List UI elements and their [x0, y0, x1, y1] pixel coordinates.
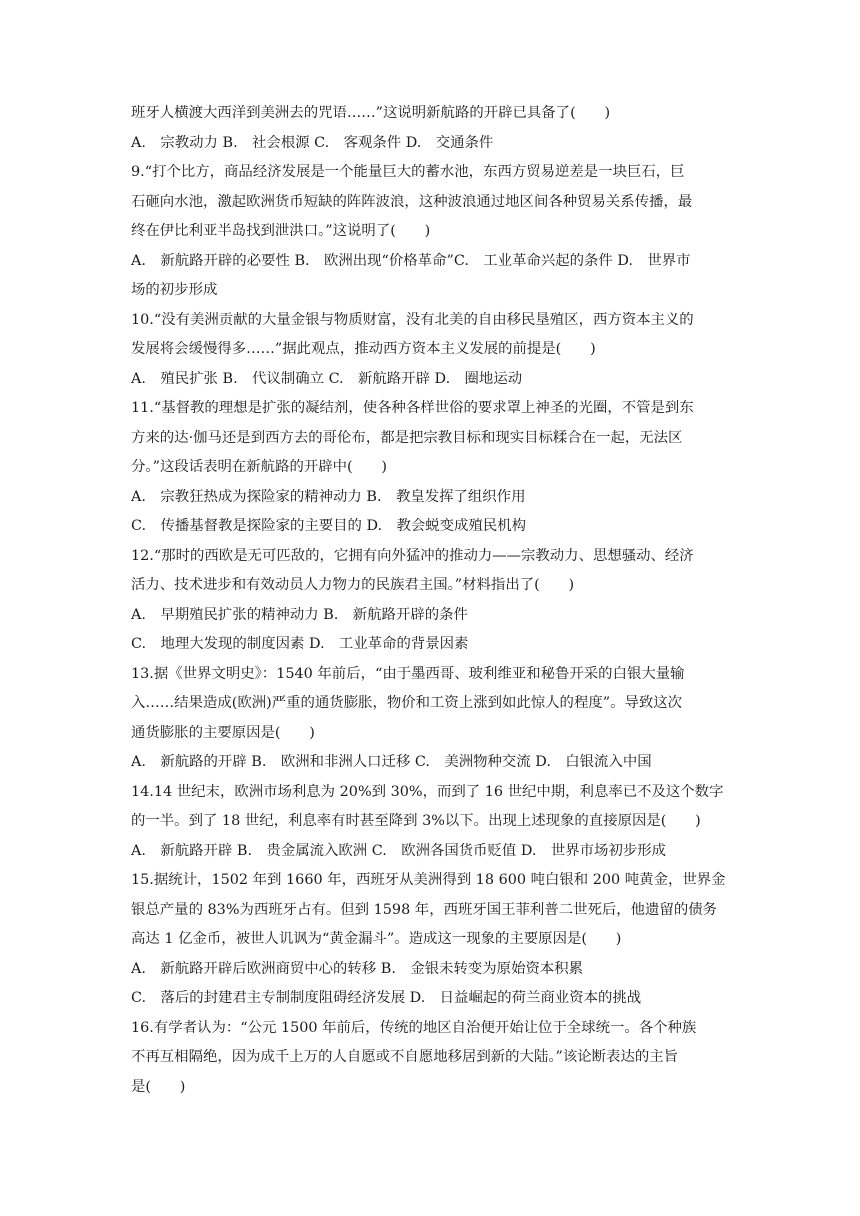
text-line: 高达 1 亿金币，被世人讥讽为“黄金漏斗”。造成这一现象的主要原因是( ) — [131, 931, 622, 947]
text-line: A. 新航路开辟 B. 贵金属流入欧洲 C. 欧洲各国货币贬值 D. 世界市场初步形成 — [131, 842, 667, 859]
text-line: 11.“基督教的理想是扩张的凝结剂，使各种各样世俗的要求罩上神圣的光圈，不管是到东 — [131, 400, 694, 416]
text-line: 的一半。到了 18 世纪，利息率有时甚至降到 3%以下。出现上述现象的直接原因是( ) — [131, 813, 701, 829]
text-line: 不再互相隔绝，因为成千上万的人自愿或不自愿地移居到新的大陆。”该论断表达的主旨 — [131, 1049, 679, 1065]
text-line: C. 传播基督教是探险家的主要目的 D. 教会蜕变成殖民机构 — [131, 518, 527, 534]
text-line: 13.据《世界文明史》：1540 年前后，“由于墨西哥、玻利维亚和秘鲁开采的白银大量输 — [131, 665, 685, 682]
text-line: 入……结果造成(欧洲)严重的通货膨胀，物价和工资上涨到如此惊人的程度”。导致这次 — [131, 695, 683, 711]
text-line: 16.有学者认为：“公元 1500 年前后，传统的地区自治便开始让位于全球统一。各个种族 — [131, 1019, 697, 1036]
text-line: C. 地理大发现的制度因素 D. 工业革命的背景因素 — [131, 636, 469, 652]
text-line: 12.“那时的西欧是无可匹敌的，它拥有向外猛冲的推动力——宗教动力、思想骚动、经济 — [131, 547, 694, 564]
text-line: 10.“没有美洲贡献的大量金银与物质财富，没有北美的自由移民垦殖区，西方资本主义的 — [131, 311, 694, 328]
text-line: 活力、技术进步和有效动员人力物力的民族君主国。”材料指出了( ) — [131, 577, 575, 593]
text-line: 15.据统计，1502 年到 1660 年，西班牙从美洲得到 18 600 吨白银和 200 吨黄金，世界金 — [131, 872, 726, 888]
text-line: C. 落后的封建君主专制制度阻碍经济发展 D. 日益崛起的荷兰商业资本的挑战 — [131, 990, 642, 1006]
text-line: A. 早期殖民扩张的精神动力 B. 新航路开辟的条件 — [131, 606, 468, 623]
text-line: 是( ) — [131, 1078, 186, 1095]
text-line: 通货膨胀的主要原因是( ) — [131, 724, 315, 741]
document-body — [131, 99, 731, 1102]
text-line: 终在伊比利亚半岛找到泄洪口。”这说明了( ) — [131, 223, 431, 239]
text-line: 场的初步形成 — [131, 282, 218, 298]
text-line: 9.“打个比方，商品经济发展是一个能量巨大的蓄水池，东西方贸易逆差是一块巨石，巨 — [131, 164, 685, 180]
text-line: A. 新航路的开辟 B. 欧洲和非洲人口迁移 C. 美洲物种交流 D. 白银流入中国 — [131, 754, 652, 770]
text-line: A. 殖民扩张 B. 代议制确立 C. 新航路开辟 D. 圈地运动 — [131, 370, 523, 387]
text-line: A. 新航路开辟后欧洲商贸中心的转移 B. 金银未转变为原始资本积累 — [131, 960, 584, 977]
text-line: A. 宗教动力 B. 社会根源 C. 客观条件 D. 交通条件 — [131, 134, 494, 151]
text-line: 石砸向水池，激起欧洲货币短缺的阵阵波浪，这种波浪通过地区间各种贸易关系传播，最 — [131, 193, 693, 210]
text-line: 方来的达·伽马还是到西方去的哥伦布，都是把宗教目标和现实目标糅合在一起，无法区 — [131, 429, 683, 446]
text-line: 14.14 世纪末，欧洲市场利息为 20%到 30%，而到了 16 世纪中期，利息率已不及这个数字 — [131, 783, 724, 800]
text-line: 发展将会缓慢得多……”据此观点，推动西方资本主义发展的前提是( ) — [131, 341, 596, 357]
text-line: 银总产量的 83%为西班牙占有。但到 1598 年，西班牙国王菲利普二世死后，他遗留的债务 — [131, 901, 718, 918]
text-line: 班牙人横渡大西洋到美洲去的咒语……”这说明新航路的开辟已具备了( ) — [131, 105, 611, 121]
text-line: 分。”这段话表明在新航路的开辟中( ) — [131, 459, 388, 475]
text-line: A. 新航路开辟的必要性 B. 欧洲出现“价格革命”C. 工业革命兴起的条件 D. 世界市 — [131, 252, 691, 269]
text-line: A. 宗教狂热成为探险家的精神动力 B. 教皇发挥了组织作用 — [131, 488, 526, 505]
